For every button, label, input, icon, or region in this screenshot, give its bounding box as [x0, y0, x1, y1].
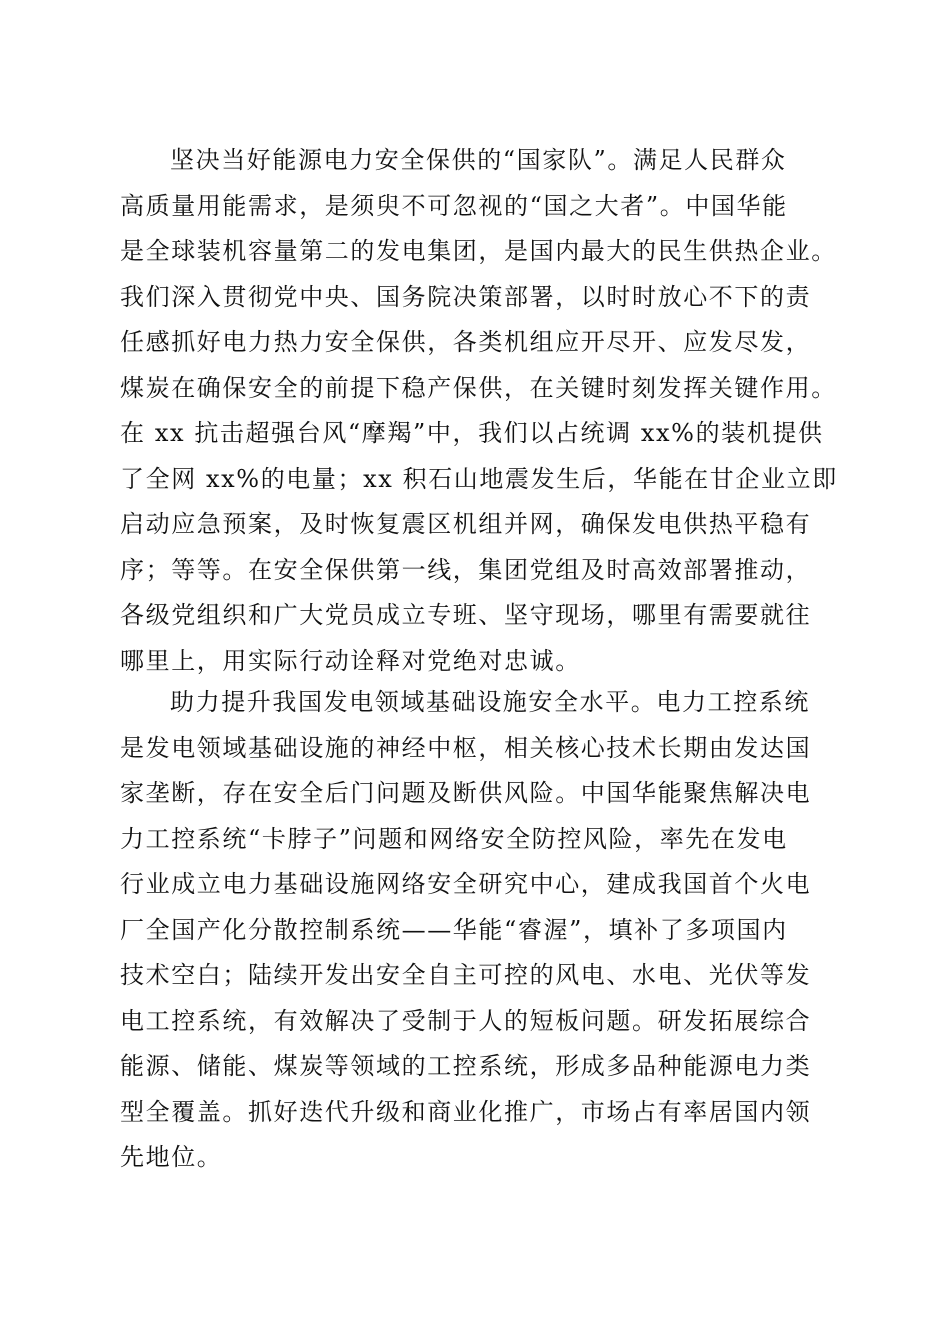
- paragraph-energy-security: [120, 138, 840, 684]
- paragraph-line: 各级党组织和广大党员成立专班、坚守现场，哪里有需要就往: [120, 601, 812, 629]
- paragraph-line: 在 xx 抗击超强台风“摩羯”中，我们以占统调 xx%的装机提供: [120, 419, 824, 447]
- paragraph-line: 是全球装机容量第二的发电集团，是国内最大的民生供热企业。: [120, 237, 837, 265]
- paragraph-line: 煤炭在确保安全的前提下稳产保供，在关键时刻发挥关键作用。: [120, 373, 837, 402]
- paragraph-line: 厂全国产化分散控制系统——华能“睿渥”，填补了多项国内: [120, 915, 788, 944]
- paragraph-line: 哪里上，用实际行动诠释对党绝对忠诚。: [120, 646, 581, 675]
- paragraph-line: 是发电领域基础设施的神经中枢，相关核心技术长期由发达国: [120, 733, 812, 762]
- paragraph-line: 高质量用能需求，是须臾不可忽视的“国之大者”。中国华能: [120, 191, 788, 220]
- paragraph-line: 助力提升我国发电领域基础设施安全水平。电力工控系统: [170, 688, 810, 716]
- paragraph-line: 技术空白；陆续开发出安全自主可控的风电、水电、光伏等发: [120, 961, 812, 989]
- paragraph-line: 了全网 xx%的电量；xx 积石山地震发生后，华能在甘企业立即: [120, 464, 838, 493]
- paragraph-line: 序；等等。在安全保供第一线，集团党组及时高效部署推动，: [120, 555, 812, 584]
- paragraph-line: 行业成立电力基础设施网络安全研究中心，建成我国首个火电: [120, 870, 812, 898]
- paragraph-line: 电工控系统，有效解决了受制于人的短板问题。研发拓展综合: [120, 1006, 812, 1035]
- paragraph-line: 任感抓好电力热力安全保供，各类机组应开尽开、应发尽发，: [120, 328, 812, 356]
- paragraph-line: 型全覆盖。抓好迭代升级和商业化推广，市场占有率居国内领: [120, 1097, 812, 1126]
- paragraph-line: 坚决当好能源电力安全保供的“国家队”。满足人民群众: [170, 146, 787, 174]
- paragraph-line: 家垄断，存在安全后门问题及断供风险。中国华能聚焦解决电: [120, 779, 812, 807]
- paragraph-line: 能源、储能、煤炭等领域的工控系统，形成多品种能源电力类: [120, 1052, 812, 1080]
- paragraph-infrastructure-security: [120, 680, 840, 1181]
- paragraph-line: 力工控系统“卡脖子”问题和网络安全防控风险，率先在发电: [120, 824, 788, 853]
- paragraph-line: 先地位。: [120, 1143, 223, 1171]
- paragraph-line: 启动应急预案，及时恢复震区机组并网，确保发电供热平稳有: [120, 510, 812, 538]
- paragraph-line: 我们深入贯彻党中央、国务院决策部署，以时时放心不下的责: [120, 282, 812, 311]
